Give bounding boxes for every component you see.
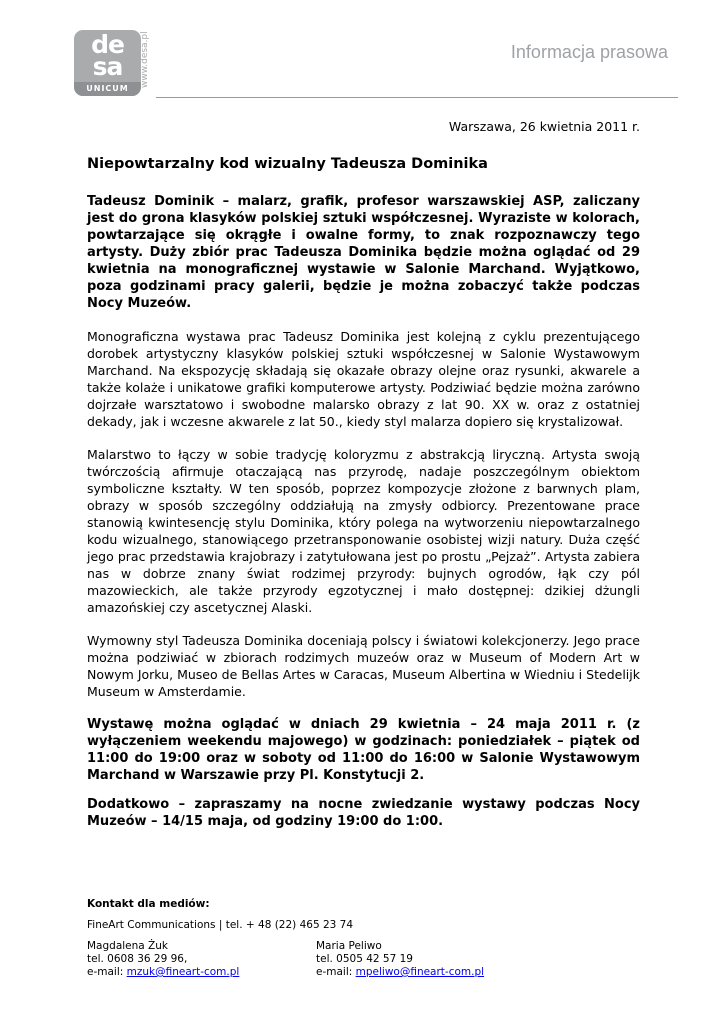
logo-url: www.desa.pl [140, 31, 150, 88]
contact-name: Magdalena Żuk [87, 940, 168, 952]
logo-text-top: de [91, 30, 124, 59]
contact-label: Kontakt dla mediów: [87, 898, 210, 910]
paragraph-collectors: Wymowny styl Tadeusza Dominika doceniają polscy i światowi kolekcjonerzy. Jego prace można podziwiać w zbiorach rodzimych muzeów oraz w Museum of Modern Art w Nowym Jorku, Museo de Bellas Artes w Caracas, Museum Albertina w Wiedniu i Stedelijk Museum w Amsterdamie. [87, 633, 640, 699]
date-line: Warszawa, 26 kwietnia 2011 r. [448, 119, 640, 134]
contact-email-line [316, 966, 484, 979]
paragraph-painting: Malarstwo to łączy w sobie tradycję koloryzmu z abstrakcją liryczną. Artysta swoją twórczością afirmuje otaczającą nas przyrodę, nadaje poszczególnym obiektom symboliczne kształty. W ten sposób, poprzez kompozycje złożone z barwnych plam, obrazy w sposób szczególny oddziałują na zmysły odbiorcy. Prezentowane prace stanowią kwintesencję stylu Dominika, który polega na wytworzeniu niepowtarzalnego kodu wizualnego, stanowiącego przetransponowanie osobistej wizji natury. Duża część jego prac przedstawia krajobrazy i zatytułowana jest po prostu „Pejzaż”. Artysta zabiera nas w dobrze znany świat rodzimej przyrody: bujnych ogrodów, łąk czy pól mazowieckich, ale także przyrody egzotycznej i mało dostępnej: dzikiej dżungli amazońskiej czy ascetycznej Alaski. [87, 447, 640, 615]
contact-agency: FineArt Communications | tel. + 48 (22) 465 23 74 [87, 919, 354, 931]
contact-email-label: e-mail: [87, 966, 127, 978]
contact-email-line [87, 966, 239, 979]
desa-logo [74, 30, 141, 96]
paragraph-opening-hours: Wystawę można oglądać w dniach 29 kwietnia – 24 maja 2011 r. (z wyłączeniem weekendu majowego) w godzinach: poniedziałek – piątek od 11:00 do 19:00 oraz w soboty od 11:00 do 16:00 w Salonie Wystawowym Marchand w Warszawie przy Pl. Konstytucji 2. [87, 717, 640, 783]
logo-text-bottom: sa [92, 52, 123, 81]
press-release-body [87, 118, 640, 842]
media-contact [87, 898, 640, 982]
contact-email-link[interactable]: mzuk@fineart-com.pl [126, 966, 240, 978]
contact-people [87, 940, 640, 982]
header-divider [156, 97, 678, 98]
contact-phone: tel. 0505 42 57 19 [316, 953, 413, 965]
paragraph-museum-night: Dodatkowo – zapraszamy na nocne zwiedzanie wystawy podczas Nocy Muzeów – 14/15 maja, od godziny 19:00 do 1:00. [87, 797, 640, 829]
logo-unicum: UNICUM [74, 82, 141, 96]
contact-person [87, 940, 239, 979]
paragraph-exhibition: Monograficzna wystawa prac Tadeusz Dominika jest kolejną z cyklu prezentującego dorobek artystyczny klasyków polskiej sztuki współczesnej w Salonie Wystawowym Marchand. Na ekspozycję składają się okazałe obrazy olejne oraz rysunki, akwarele a także kolaże i unikatowe grafiki komputerowe artysty. Podziwiać będzie można zarówno dojrzałe warsztatowo i swobodne malarsko obrazy z lat 90. XX w. oraz z ostatniej dekady, jak i wczesne akwarele z lat 50., kiedy styl malarza dopiero się krystalizował. [87, 329, 640, 429]
contact-person [316, 940, 484, 979]
header-title: Informacja prasowa [510, 42, 668, 62]
page-title: Niepowtarzalny kod wizualny Tadeusza Dominika [87, 156, 488, 172]
lead-paragraph: Tadeusz Dominik – malarz, grafik, profesor warszawskiej ASP, zaliczany jest do grona klasyków polskiej sztuki współczesnej. Wyraziste w kolorach, powtarzające się okrągłe i owalne formy, to znak rozpoznawczy tego artysty. Duży zbiór prac Tadeusza Dominika będzie można oglądać od 29 kwietnia na monograficznej wystawie w Salonie Marchand. Wyjątkowo, poza godzinami pracy galerii, będzie je można zobaczyć także podczas Nocy Muzeów. [87, 194, 640, 311]
contact-email-link[interactable]: mpeliwo@fineart-com.pl [355, 966, 485, 978]
contact-phone: tel. 0608 36 29 96, [87, 953, 188, 965]
contact-email-label: e-mail: [316, 966, 356, 978]
contact-name: Maria Peliwo [316, 940, 382, 952]
